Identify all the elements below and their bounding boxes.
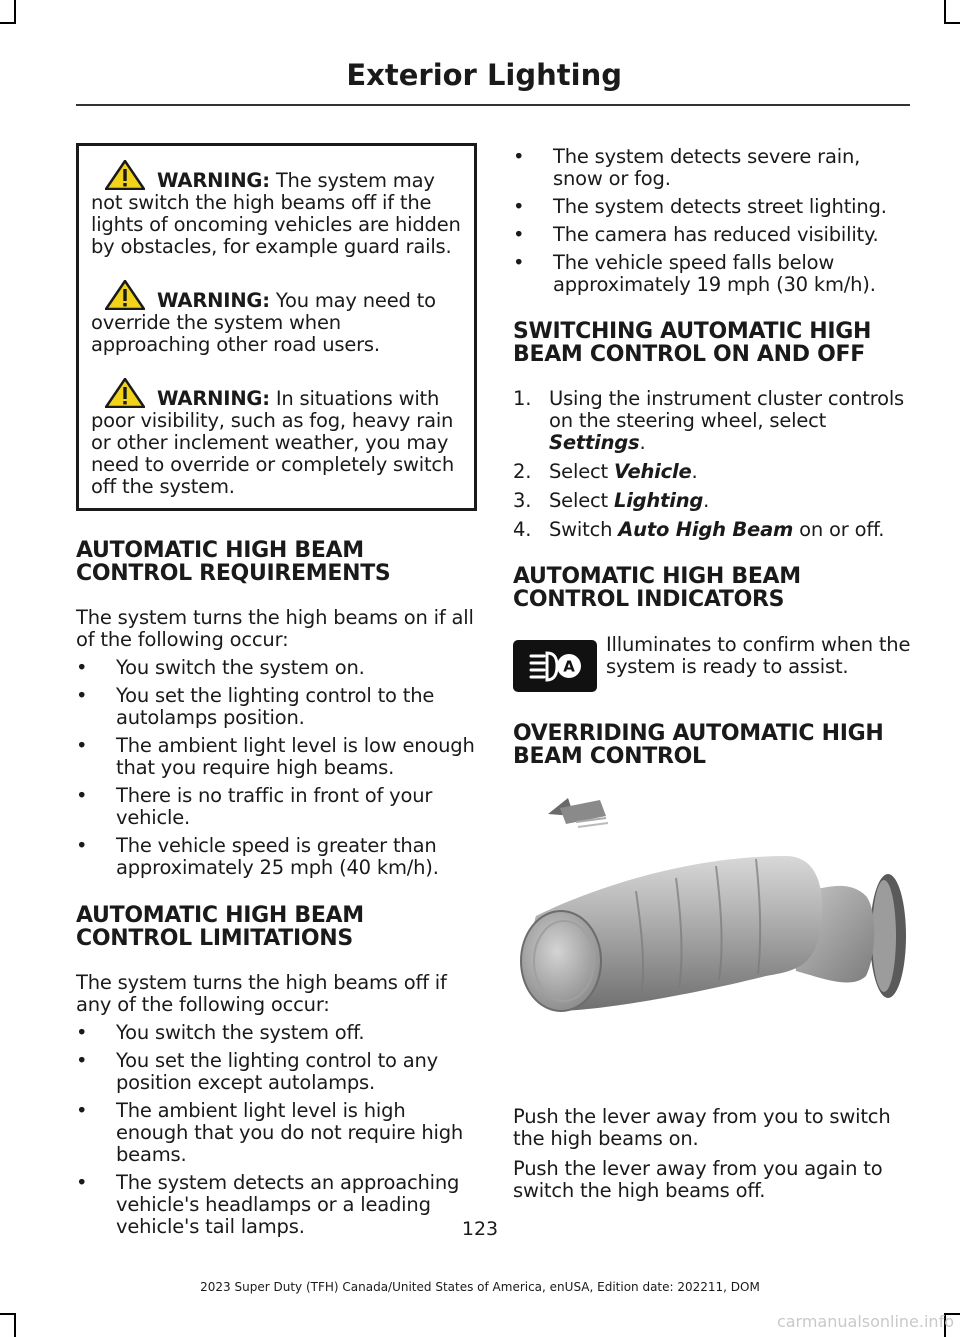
bullet: •: [76, 656, 88, 679]
list-item-text: The vehicle speed falls below approximately 19 mph (30 km/h).: [553, 251, 876, 296]
list-item: [513, 146, 903, 190]
warning-label: WARNING:: [157, 387, 270, 410]
bullet: •: [76, 834, 88, 857]
step-text: on or off.: [793, 518, 885, 541]
list-item-text: The camera has reduced visibility.: [553, 223, 879, 246]
crop-mark: [0, 22, 16, 24]
indicator-description: Illuminates to confirm when the system is ready to assist.: [606, 633, 911, 678]
list-item: [76, 1050, 476, 1094]
list-item-text: The system detects street lighting.: [553, 195, 887, 218]
bullet: •: [76, 784, 88, 807]
limitations-list: [76, 1022, 476, 1238]
page-title: Exterior Lighting: [346, 58, 622, 92]
list-item: [76, 657, 476, 679]
warning-label: WARNING:: [157, 169, 270, 192]
list-item-text: The vehicle speed is greater than approximately 25 mph (40 km/h).: [116, 834, 439, 879]
list-item: [76, 1022, 476, 1044]
crop-mark: [944, 0, 946, 22]
list-item: [513, 252, 903, 296]
warning-text: You may need to override the system when approaching other road users.: [91, 289, 436, 356]
bullet: •: [513, 223, 525, 246]
requirements-list: [76, 657, 476, 879]
step-text: .: [703, 489, 710, 512]
menu-term: Auto High Beam: [618, 518, 794, 541]
step-item: [513, 388, 908, 454]
step-text: Select: [549, 489, 614, 512]
bullet: •: [513, 195, 525, 218]
list-item-text: You set the lighting control to the autolamps position.: [116, 684, 435, 729]
push-arrow-icon: [548, 798, 608, 827]
list-item: [76, 785, 476, 829]
page-number: 123: [461, 1218, 499, 1240]
list-item: [513, 224, 903, 246]
auto-high-beam-indicator-icon: [513, 640, 597, 692]
warning-label: WARNING:: [157, 289, 270, 312]
override-instruction-off: Push the lever away from you again to switch the high beams off.: [513, 1157, 883, 1202]
crop-mark: [14, 1313, 16, 1337]
warning-item: [91, 160, 464, 258]
section-heading-requirements: AUTOMATIC HIGH BEAM CONTROL REQUIREMENTS: [76, 538, 391, 586]
footer-edition: 2023 Super Duty (TFH) Canada/United States of America, enUSA, Edition date: 202211, DOM: [200, 1280, 760, 1294]
bullet: •: [76, 1049, 88, 1072]
section-heading-overriding: OVERRIDING AUTOMATIC HIGH BEAM CONTROL: [513, 721, 884, 769]
list-item: [76, 835, 476, 879]
bullet: •: [76, 684, 88, 707]
list-item: [76, 1100, 476, 1166]
crop-mark: [0, 1313, 16, 1315]
list-item: [76, 735, 476, 779]
step-number: 3.: [513, 489, 532, 512]
step-text: .: [691, 460, 698, 483]
indicator-row: [513, 634, 913, 694]
step-text: Select: [549, 460, 614, 483]
warning-box: [76, 143, 477, 511]
warning-text: In situations with poor visibility, such as fog, heavy rain or other inclement weather, you may need to override or completely switch off the system.: [91, 387, 455, 498]
left-column: [76, 143, 476, 1244]
crop-mark: [944, 22, 960, 24]
bullet: •: [513, 145, 525, 168]
warning-triangle-icon: [105, 160, 145, 190]
step-item: [513, 519, 908, 541]
turn-signal-lever-illustration: [516, 796, 911, 1066]
warning-item: [91, 280, 464, 356]
bullet: •: [513, 251, 525, 274]
bullet: •: [76, 1099, 88, 1122]
menu-term: Settings: [549, 431, 640, 454]
section-heading-limitations: AUTOMATIC HIGH BEAM CONTROL LIMITATIONS: [76, 903, 364, 951]
bullet: •: [76, 734, 88, 757]
watermark: carmanualsonline.info: [776, 1312, 954, 1331]
limitations-list-continued: [513, 146, 903, 296]
step-text: .: [639, 431, 646, 454]
list-item-text: You switch the system off.: [116, 1021, 365, 1044]
warning-text: The system may not switch the high beams off if the lights of oncoming vehicles are hidden by obstacles, for example guard rails.: [91, 169, 461, 258]
section-heading-indicators: AUTOMATIC HIGH BEAM CONTROL INDICATORS: [513, 564, 801, 612]
auto-high-beam-symbol-icon: [513, 640, 597, 692]
limitations-intro: The system turns the high beams off if any of the following occur:: [76, 971, 447, 1016]
requirements-intro: The system turns the high beams on if all of the following occur:: [76, 606, 474, 651]
switching-steps: [513, 388, 908, 541]
warning-triangle-icon: [105, 280, 145, 310]
header-rule: [76, 104, 910, 106]
section-heading-switching: SWITCHING AUTOMATIC HIGH BEAM CONTROL ON AND OFF: [513, 319, 872, 367]
list-item-text: The ambient light level is low enough that you require high beams.: [116, 734, 475, 779]
warning-triangle-icon: [105, 378, 145, 408]
svg-text:A: A: [563, 657, 575, 676]
step-item: [513, 490, 908, 512]
list-item-text: The system detects severe rain, snow or fog.: [553, 145, 861, 190]
step-item: [513, 461, 908, 483]
step-number: 4.: [513, 518, 532, 541]
list-item: [76, 685, 476, 729]
right-column: [513, 146, 913, 1202]
step-text: Using the instrument cluster controls on the steering wheel, select: [549, 387, 905, 432]
menu-term: Vehicle: [613, 460, 692, 483]
step-text: Switch: [549, 518, 619, 541]
menu-term: Lighting: [613, 489, 704, 512]
bullet: •: [76, 1021, 88, 1044]
warning-item: [91, 378, 464, 498]
crop-mark: [14, 0, 16, 22]
step-number: 2.: [513, 460, 532, 483]
step-number: 1.: [513, 387, 532, 410]
list-item-text: There is no traffic in front of your vehicle.: [116, 784, 433, 829]
list-item-text: The ambient light level is high enough that you do not require high beams.: [116, 1099, 464, 1166]
list-item-text: You set the lighting control to any position except autolamps.: [116, 1049, 438, 1094]
list-item-text: You switch the system on.: [116, 656, 365, 679]
list-item-text: The system detects an approaching vehicle's headlamps or a leading vehicle's tail lamps.: [116, 1171, 460, 1238]
list-item: [513, 196, 903, 218]
override-instruction-on: Push the lever away from you to switch the high beams on.: [513, 1105, 891, 1150]
bullet: •: [76, 1171, 88, 1194]
